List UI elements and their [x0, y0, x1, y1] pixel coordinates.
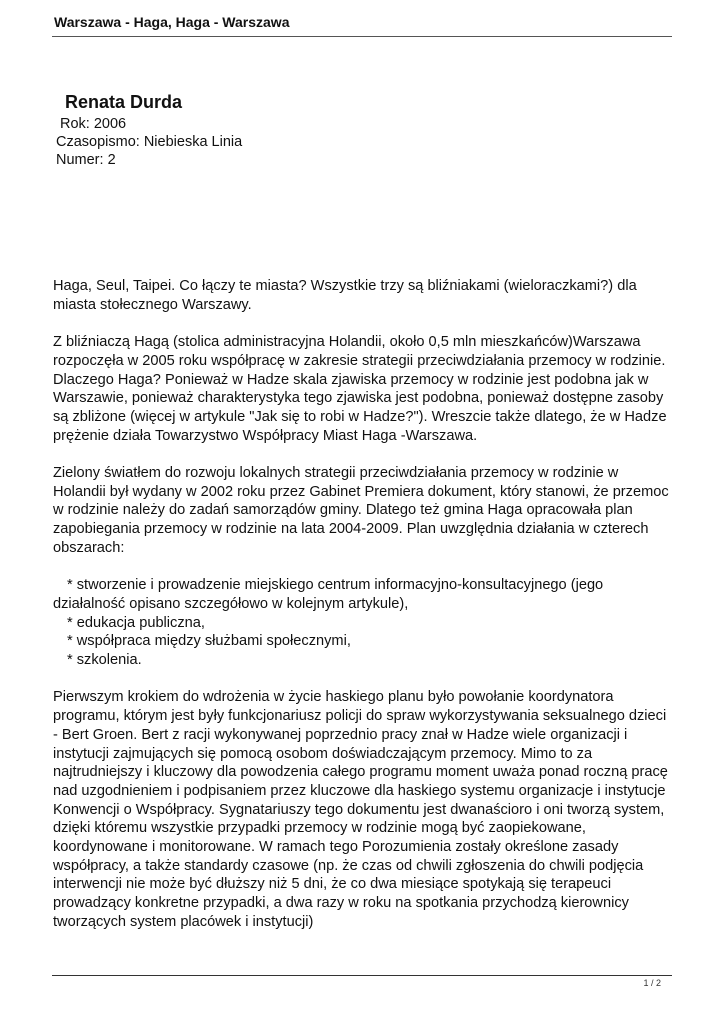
paragraph-strategy: Zielony światłem do rozwoju lokalnych strategii przeciwdziałania przemocy w rodzinie w Holandii był wydany w 2002 roku przez Gabinet Premiera dokument, który stanowi, że przemoc w rodzinie należy do zadań samorządów gminy. Dlatego też gmina Haga opracowała plan zapobiegania przemocy w rodzinie na lata 2004-2009. Plan uwzględnia działania w czterech obszarach:	[53, 465, 669, 556]
list-item: * edukacja publiczna,	[67, 614, 205, 631]
list-item: * współpraca między służbami społecznymi,	[67, 633, 351, 650]
article-year: Rok: 2006	[60, 116, 127, 132]
list-item: * szkolenia.	[67, 652, 142, 669]
list-item-continuation: działalność opisano szczegółowo w kolejnym artykule),	[53, 595, 409, 612]
page-number: 1 / 2	[643, 978, 661, 988]
article-author: Renata Durda	[65, 92, 183, 112]
plan-areas-list	[53, 576, 675, 670]
article-number: Numer: 2	[56, 152, 116, 168]
paragraph-intro: Haga, Seul, Taipei. Co łączy te miasta? Wszystkie trzy są bliźniakami (wieloraczkami?) dla miasta stołecznego Warszawy.	[53, 278, 637, 313]
article-body	[53, 277, 675, 950]
paragraph-partnership: Z bliźniaczą Hagą (stolica administracyjna Holandii, około 0,5 mln mieszkańców)Warszawa rozpoczęła w 2005 roku współpracę w zakresie strategii przeciwdziałania przemocy w rodzinie. Dlaczego Haga? Ponieważ w Hadze skala zjawiska przemocy w rodzinie jest podobna jak w Warszawie, ponieważ charakterystyka tego zjawiska jest podobna, ponieważ dostępne zasoby są zbliżone (więcej w artykule "Jak się to robi w Hadze?"). Wreszcie także dlatego, że w Hadze prężenie działa Towarzystwo Współpracy Miast Haga -Warszawa.	[53, 334, 667, 444]
header-divider	[52, 36, 672, 37]
list-item: * stworzenie i prowadzenie miejskiego centrum informacyjno-konsultacyjnego (jego	[67, 577, 604, 594]
paragraph-coordinator: Pierwszym krokiem do wdrożenia w życie haskiego planu było powołanie koordynatora programu, którym jest były funkcjonariusz policji do spraw wykorzystywania seksualnego dzieci - Bert Groen. Bert z racji wykonywanej poprzednio pracy znał w Hadze wiele organizacji i instytucji zajmujących się pomocą osobom doświadczającym przemocy. Mimo to za najtrudniejszy i kluczowy dla powodzenia całego programu moment uważa ponad roczną pracę nad uzgodnieniem i podpisaniem przez kluczowe dla haskiego systemu organizacje i instytucje Konwencji o Współpracy. Sygnatariuszy tego dokumentu jest dwanaścioro i oni tworzą system, dzięki któremu wszystkie przypadki przemocy w rodzinie mogą być zaopiekowane, koordynowane i monitorowane. W ramach tego Porozumienia zostały określone zasady współpracy, a także standardy czasowe (np. że czas od chwili zgłoszenia do chwili podjęcia interwencji nie może być dłuższy niż 5 dni, że co dwa miesiące spotykają się terapeuci prowadzący konkretne przypadki, a dwa razy w roku na spotkania przychodzą kierownicy tworzących system placówek i instytucji)	[53, 689, 668, 930]
article-journal: Czasopismo: Niebieska Linia	[56, 134, 243, 150]
footer-divider	[52, 975, 672, 976]
document-header-title: Warszawa - Haga, Haga - Warszawa	[54, 14, 290, 30]
